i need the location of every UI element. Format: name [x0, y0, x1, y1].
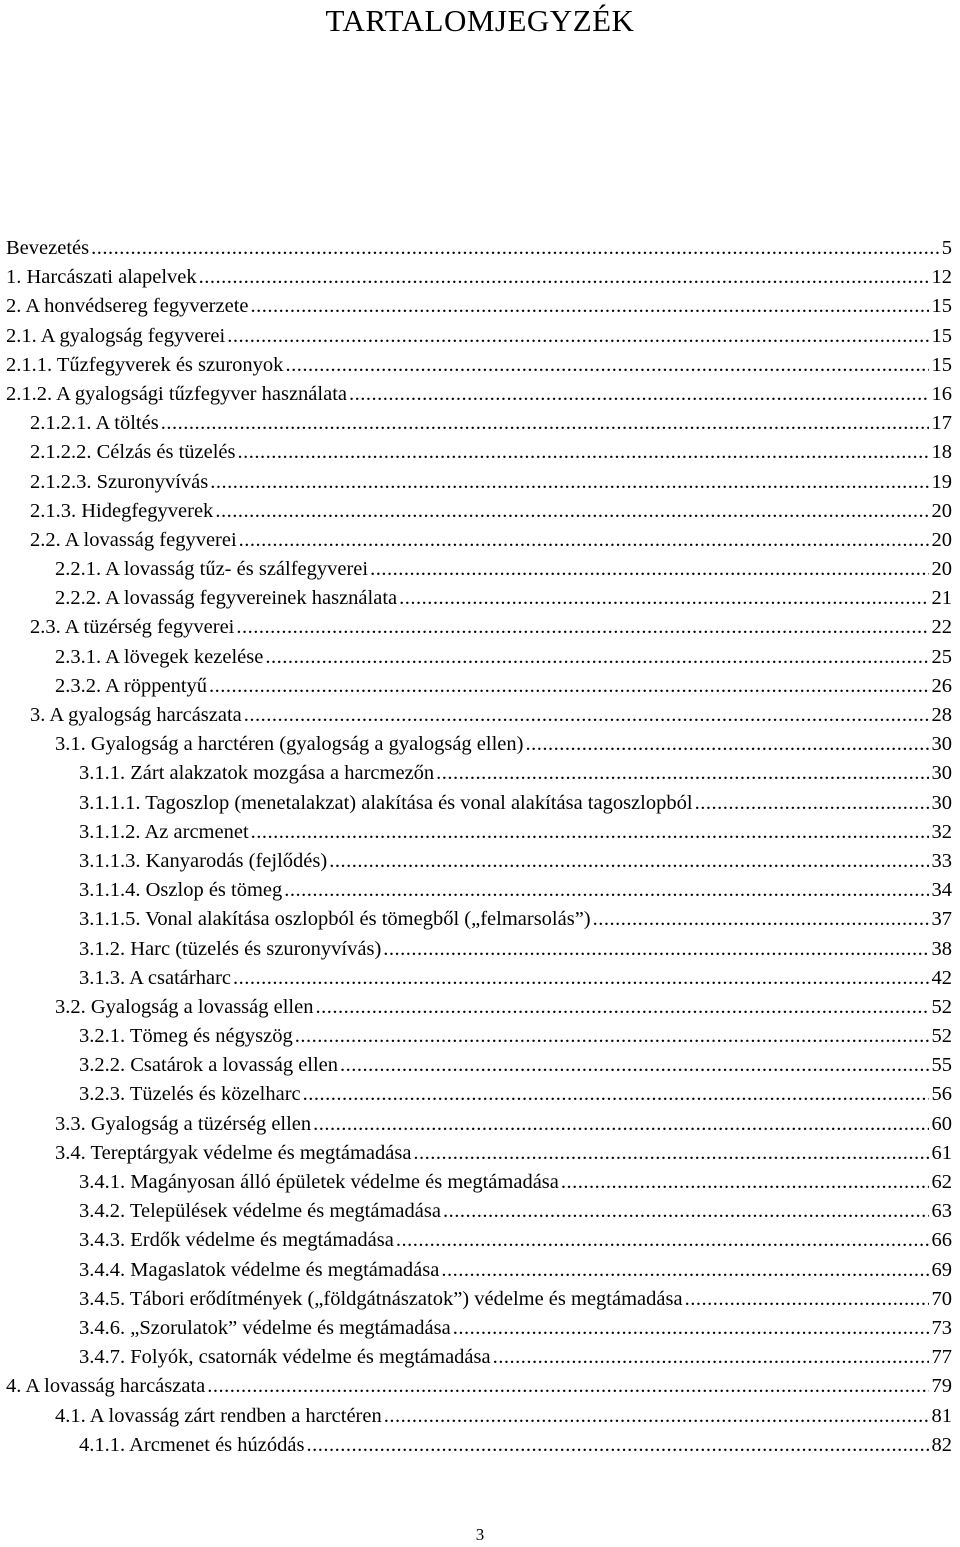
toc-entry[interactable]	[0, 847, 960, 876]
toc-entry[interactable]	[0, 672, 960, 701]
toc-entry[interactable]	[0, 818, 960, 847]
dot-leader	[493, 1343, 929, 1372]
toc-entry[interactable]	[0, 759, 960, 788]
toc-entry-label: 2.3. A tüzérség fegyverei	[30, 616, 235, 639]
toc-entry-line	[55, 1402, 952, 1431]
dot-leader	[207, 1372, 928, 1401]
toc-entry-line	[30, 497, 952, 526]
dot-leader	[313, 1110, 928, 1139]
dot-leader	[161, 409, 929, 438]
toc-entry-page: 21	[931, 587, 952, 610]
toc-entry[interactable]	[0, 789, 960, 818]
toc-entry-line	[6, 322, 952, 351]
toc-entry-page: 20	[931, 558, 952, 581]
toc-entry-line	[6, 380, 952, 409]
toc-entry-label: 2.3.1. A lövegek kezelése	[55, 645, 264, 668]
toc-entry-label: 3.1.1.2. Az arcmenet	[79, 820, 249, 843]
toc-entry-page: 22	[931, 616, 952, 639]
toc-entry-line	[79, 1226, 952, 1255]
toc-entry-label: 2.1.1. Tűzfegyverek és szuronyok	[6, 353, 284, 376]
dot-leader	[265, 643, 928, 672]
toc-entry-label: 2.1. A gyalogság fegyverei	[6, 324, 226, 347]
toc-entry[interactable]	[0, 322, 960, 351]
toc-entry-page: 61	[931, 1141, 952, 1164]
toc-entry-label: 3.1.1.4. Oszlop és tömeg	[79, 879, 283, 902]
toc-entry-line	[79, 935, 952, 964]
toc-entry-page: 32	[931, 820, 952, 843]
dot-leader	[227, 322, 928, 351]
toc-entry[interactable]	[0, 1402, 960, 1431]
toc-entry-line	[6, 263, 952, 292]
toc-entry-label: 4.1. A lovasság zárt rendben a harctéren	[55, 1404, 382, 1427]
toc-entry-label: 3.4.3. Erdők védelme és megtámadása	[79, 1229, 394, 1252]
toc-entry-line	[30, 613, 952, 642]
dot-leader	[285, 351, 928, 380]
toc-entry-page: 15	[931, 295, 952, 318]
toc-entry-line	[79, 1022, 952, 1051]
toc-entry-label: 4.1.1. Arcmenet és húzódás	[79, 1433, 305, 1456]
toc-entry-page: 20	[931, 499, 952, 522]
toc-entry-line	[55, 730, 952, 759]
toc-entry-label: 2.1.2.2. Célzás és tüzelés	[30, 441, 236, 464]
toc-entry-page: 15	[931, 324, 952, 347]
toc-entry-line	[79, 1080, 952, 1109]
toc-entry-page: 20	[931, 528, 952, 551]
dot-leader	[443, 1197, 929, 1226]
toc-entry-page: 16	[931, 382, 952, 405]
toc-entry-label: 3.1.1.5. Vonal alakítása oszlopból és tömegből („felmarsolás”)	[79, 908, 591, 931]
toc-entry-page: 63	[931, 1200, 952, 1223]
toc-entry-label: 3.4.2. Települések védelme és megtámadása	[79, 1200, 441, 1223]
toc-entry-page: 79	[931, 1375, 952, 1398]
dot-leader	[251, 818, 929, 847]
toc-entry-page: 33	[931, 849, 952, 872]
toc-entry-page: 73	[931, 1316, 952, 1339]
toc-entry-label: 3.1.1. Zárt alakzatok mozgása a harcmezőn	[79, 762, 435, 785]
toc-entry-label: 2.3.2. A röppentyű	[55, 674, 208, 697]
dot-leader	[695, 789, 929, 818]
toc-entry[interactable]	[0, 1343, 960, 1372]
toc-entry-line	[79, 847, 952, 876]
toc-entry-page: 5	[941, 237, 952, 259]
toc-entry-line	[79, 1431, 952, 1460]
toc-entry[interactable]	[0, 993, 960, 1022]
toc-entry-label: 2.1.3. Hidegfegyverek	[30, 499, 214, 522]
toc-entry[interactable]	[0, 730, 960, 759]
toc-entry-page: 34	[931, 879, 952, 902]
toc-entry-line	[6, 351, 952, 380]
toc-entry-label: 2.1.2.3. Szuronyvívás	[30, 470, 209, 493]
toc-entry[interactable]	[0, 1051, 960, 1080]
dot-leader	[284, 876, 928, 905]
toc-entry-label: 3.2. Gyalogság a lovasság ellen	[55, 995, 314, 1018]
toc-entry-line	[30, 701, 952, 730]
toc-entry[interactable]	[0, 468, 960, 497]
toc-entry-page: 17	[931, 412, 952, 435]
dot-leader	[303, 1080, 929, 1109]
toc-entry-label: 3.1. Gyalogság a harctéren (gyalogság a gyalogság ellen)	[55, 733, 524, 756]
dot-leader	[383, 935, 928, 964]
dot-leader	[384, 1402, 929, 1431]
toc-entry[interactable]	[0, 1110, 960, 1139]
dot-leader	[209, 672, 928, 701]
toc-entry-line	[55, 1139, 952, 1168]
toc-entry-page: 56	[931, 1083, 952, 1106]
toc-entry[interactable]	[0, 292, 960, 321]
toc-entry-line	[55, 1110, 952, 1139]
toc-entry-label: 2.2.2. A lovasság fegyvereinek használata	[55, 587, 398, 610]
toc-entry-line	[79, 964, 952, 993]
dot-leader	[244, 701, 929, 730]
toc-entry-line	[6, 292, 952, 321]
toc-entry-line	[30, 526, 952, 555]
toc-entry-page: 52	[931, 1025, 952, 1048]
toc-entry[interactable]	[0, 643, 960, 672]
toc-entry-line	[55, 643, 952, 672]
toc-entry[interactable]	[0, 263, 960, 292]
toc-entry-line	[79, 876, 952, 905]
toc-entry-label: 3.4.6. „Szorulatok” védelme és megtámadása	[79, 1316, 451, 1339]
toc-entry-page: 28	[931, 704, 952, 726]
toc-entry-label: 2.2. A lovasság fegyverei	[30, 528, 237, 551]
toc-entry-label: 3.1.1.3. Kanyarodás (fejlődés)	[79, 849, 328, 872]
toc-entry-page: 82	[931, 1433, 952, 1456]
toc-entry-line	[30, 409, 952, 438]
dot-leader	[561, 1168, 929, 1197]
toc-entry-line	[79, 1256, 952, 1285]
dot-leader	[236, 613, 928, 642]
toc-entry[interactable]	[0, 1080, 960, 1109]
toc-entry-line	[30, 438, 952, 467]
toc-entry-page: 30	[931, 791, 952, 814]
toc-entry[interactable]	[0, 613, 960, 642]
toc-entry-line	[55, 584, 952, 613]
toc-entry-line	[30, 468, 952, 497]
toc-entry-line	[55, 555, 952, 584]
toc-entry-label: 2.1.2.1. A töltés	[30, 412, 159, 435]
toc-entry-page: 18	[931, 441, 952, 464]
toc-entry-page: 15	[931, 353, 952, 376]
toc-entry-label: Bevezetés	[6, 237, 90, 259]
toc-entry-line	[79, 1343, 952, 1372]
toc-entry[interactable]	[0, 876, 960, 905]
toc-entry-line	[6, 1372, 952, 1401]
toc-entry-label: 2.2.1. A lovasság tűz- és szálfegyverei	[55, 558, 369, 581]
toc-entry[interactable]	[0, 1314, 960, 1343]
toc-entry-page: 37	[931, 908, 952, 931]
toc-entry-page: 62	[931, 1171, 952, 1193]
dot-leader	[396, 1226, 929, 1255]
toc-entry[interactable]	[0, 526, 960, 555]
toc-entry-label: 3.1.2. Harc (tüzelés és szuronyvívás)	[79, 937, 382, 960]
dot-leader	[329, 847, 928, 876]
dot-leader	[215, 497, 928, 526]
toc-entry-page: 30	[931, 762, 952, 785]
toc-entry-line	[79, 1197, 952, 1226]
toc-entry-label: 1. Harcászati alapelvek	[6, 266, 197, 289]
toc-entry-line	[6, 234, 952, 263]
toc-entry-line	[55, 672, 952, 701]
dot-leader	[199, 263, 929, 292]
toc-entry-line	[79, 818, 952, 847]
toc-entry-line	[79, 789, 952, 818]
toc-entry-label: 3.2.1. Tömeg és négyszög	[79, 1025, 293, 1048]
toc-entry[interactable]	[0, 351, 960, 380]
toc-entry-label: 3.4.4. Magaslatok védelme és megtámadása	[79, 1258, 440, 1281]
toc-entry[interactable]	[0, 905, 960, 934]
toc-entry[interactable]	[0, 438, 960, 467]
toc-entry-page: 69	[931, 1258, 952, 1281]
toc-entry[interactable]	[0, 1431, 960, 1460]
toc-entry-label: 4. A lovasság harcászata	[6, 1375, 206, 1398]
toc-entry-label: 2.1.2. A gyalogsági tűzfegyver használata	[6, 382, 347, 405]
dot-leader	[525, 730, 928, 759]
dot-leader	[233, 964, 929, 993]
dot-leader	[295, 1022, 929, 1051]
dot-leader	[436, 759, 928, 788]
dot-leader	[340, 1051, 928, 1080]
toc-entry-label: 3.3. Gyalogság a tüzérség ellen	[55, 1112, 312, 1135]
toc-entry[interactable]	[0, 1226, 960, 1255]
toc-entry[interactable]	[0, 1372, 960, 1401]
toc-entry-label: 3.4.1. Magányosan álló épületek védelme és megtámadása	[79, 1171, 559, 1193]
dot-leader	[399, 584, 928, 613]
dot-leader	[413, 1139, 928, 1168]
toc-entry[interactable]	[0, 497, 960, 526]
toc-entry-page: 52	[931, 995, 952, 1018]
toc-entry-label: 3.4. Tereptárgyak védelme és megtámadása	[55, 1141, 412, 1164]
toc-entry-page: 81	[931, 1404, 952, 1427]
dot-leader	[251, 292, 929, 321]
toc-entry-label: 3.1.3. A csatárharc	[79, 966, 231, 989]
toc-entry-page: 55	[931, 1054, 952, 1077]
dot-leader	[239, 526, 929, 555]
dot-leader	[210, 468, 928, 497]
toc-entry[interactable]	[0, 1197, 960, 1226]
toc-entry-page: 12	[931, 266, 952, 289]
toc-entry-line	[79, 1285, 952, 1314]
toc-entry-page: 19	[931, 470, 952, 493]
toc-entry[interactable]	[0, 555, 960, 584]
toc-entry-line	[79, 905, 952, 934]
toc-entry-line	[79, 1168, 952, 1197]
dot-leader	[593, 905, 929, 934]
toc-entry-line	[79, 759, 952, 788]
dot-leader	[238, 438, 929, 467]
toc-entry-page: 30	[931, 733, 952, 756]
page-title: TARTALOMJEGYZÉK	[325, 3, 635, 38]
dot-leader	[91, 234, 939, 263]
dot-leader	[349, 380, 929, 409]
toc-entry[interactable]	[0, 964, 960, 993]
toc-entry-label: 3.4.5. Tábori erődítmények („földgátnászatok”) védelme és megtámadása	[79, 1287, 683, 1310]
toc-entry[interactable]	[0, 380, 960, 409]
toc-entry-label: 2. A honvédsereg fegyverzete	[6, 295, 249, 318]
toc-entry-page: 25	[931, 645, 952, 668]
toc-entry-page: 66	[931, 1229, 952, 1252]
table-of-contents	[0, 234, 960, 1460]
dot-leader	[441, 1256, 928, 1285]
toc-entry-page: 42	[931, 966, 952, 989]
toc-entry-page: 77	[931, 1346, 952, 1369]
toc-entry[interactable]	[0, 1139, 960, 1168]
toc-entry-line	[79, 1051, 952, 1080]
toc-entry[interactable]	[0, 1022, 960, 1051]
toc-entry[interactable]	[0, 234, 960, 263]
toc-entry[interactable]	[0, 409, 960, 438]
toc-entry-page: 60	[931, 1112, 952, 1135]
dot-leader	[685, 1285, 929, 1314]
toc-entry-page: 38	[931, 937, 952, 960]
toc-entry[interactable]	[0, 701, 960, 730]
toc-entry-line	[55, 993, 952, 1022]
toc-entry[interactable]	[0, 584, 960, 613]
toc-entry[interactable]	[0, 1285, 960, 1314]
toc-entry[interactable]	[0, 1168, 960, 1197]
toc-entry-page: 26	[931, 674, 952, 697]
toc-entry-label: 3.2.3. Tüzelés és közelharc	[79, 1083, 301, 1106]
toc-entry-page: 70	[931, 1287, 952, 1310]
dot-leader	[315, 993, 928, 1022]
toc-entry[interactable]	[0, 1256, 960, 1285]
page-number: 3	[475, 1525, 485, 1544]
toc-entry-label: 3. A gyalogság harcászata	[30, 704, 242, 726]
toc-entry-label: 3.2.2. Csatárok a lovasság ellen	[79, 1054, 339, 1077]
dot-leader	[306, 1431, 928, 1460]
dot-leader	[453, 1314, 929, 1343]
toc-entry-label: 3.4.7. Folyók, csatornák védelme és megtámadása	[79, 1346, 491, 1369]
toc-entry[interactable]	[0, 935, 960, 964]
toc-entry-line	[79, 1314, 952, 1343]
toc-entry-label: 3.1.1.1. Tagoszlop (menetalakzat) alakítása és vonal alakítása tagoszlopból	[79, 791, 693, 814]
dot-leader	[370, 555, 928, 584]
